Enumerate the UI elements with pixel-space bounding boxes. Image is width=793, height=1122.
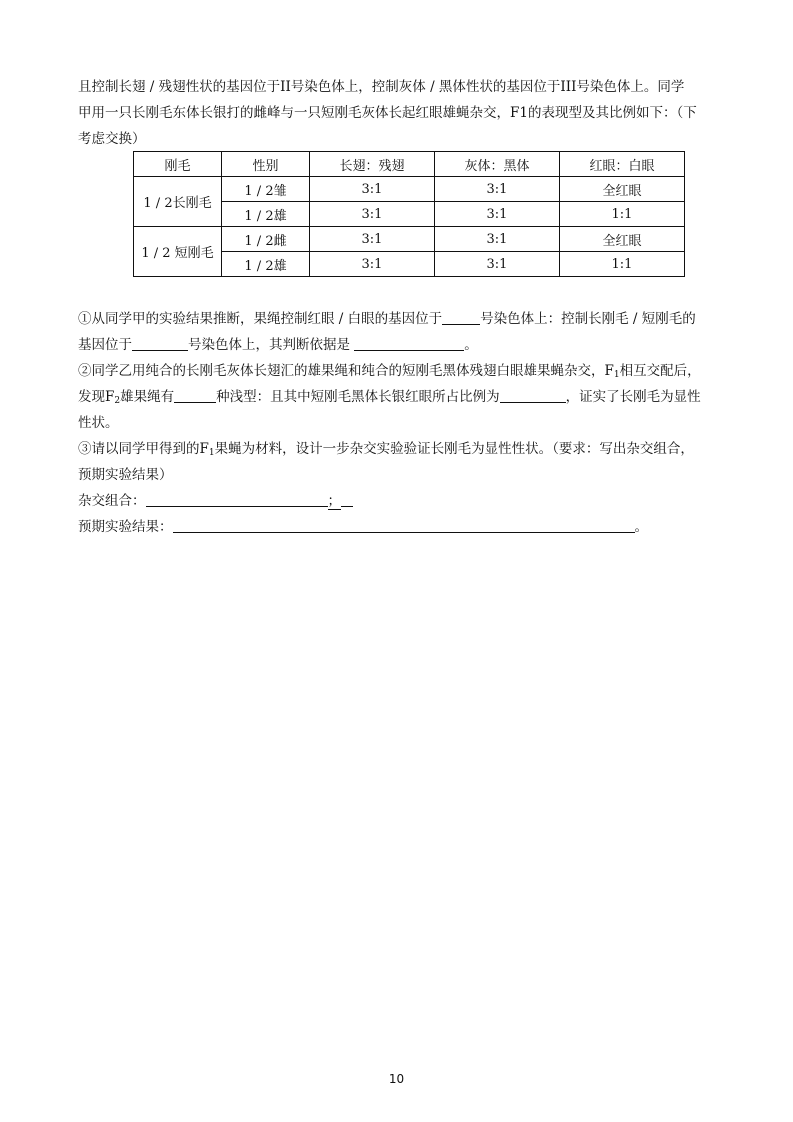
question-1-line-2 xyxy=(78,332,718,358)
table-cell: 3:1 xyxy=(310,177,435,202)
table-cell: 3:1 xyxy=(310,252,435,277)
header-eye: 红眼：白眼 xyxy=(560,152,685,177)
subscript: 2 xyxy=(114,396,121,406)
answer-blank[interactable] xyxy=(146,490,328,507)
answer-blank[interactable] xyxy=(354,334,464,351)
table-cell: 1 / 2雄 xyxy=(222,202,310,227)
question-text: 。 xyxy=(634,519,648,535)
question-text: 性状。 xyxy=(78,415,119,431)
header-wing: 长翅：残翅 xyxy=(310,152,435,177)
table-row xyxy=(134,227,685,252)
question-text: ，证实了长刚毛为显性 xyxy=(565,389,701,405)
group-short-bristle: 1 / 2 短刚毛 xyxy=(134,227,222,277)
intro-line-2: 甲用一只长刚毛东体长银打的雌峰与一只短刚毛灰体长起红眼雄蝇杂交，F1的表现型及其比例如下：（下 xyxy=(78,105,697,121)
table-row xyxy=(134,177,685,202)
question-text: 基因位于 xyxy=(78,337,132,353)
question-3-line-1 xyxy=(78,436,718,462)
results-table xyxy=(133,151,685,277)
question-text: 相互交配后， xyxy=(619,363,701,379)
question-text: 雄果绳有 xyxy=(120,389,175,405)
intro-paragraph xyxy=(78,74,718,152)
table-cell: 3:1 xyxy=(435,202,560,227)
header-body: 灰体：黑体 xyxy=(435,152,560,177)
cross-label: 杂交组合： xyxy=(78,493,146,509)
question-text: ②同学乙用纯合的长刚毛灰体长翅汇的雄果绳和纯合的短刚毛黑体残翅白眼雄果蝇杂交，F xyxy=(78,363,614,379)
table-cell: 全红眼 xyxy=(560,227,685,252)
header-sex: 性别 xyxy=(222,152,310,177)
question-text: 预期实验结果） xyxy=(78,467,173,483)
question-text: ③请以同学甲得到的F xyxy=(78,441,209,457)
table-cell: 1:1 xyxy=(560,202,685,227)
question-text: 号染色体上，其判断依据是 xyxy=(188,337,350,353)
answer-blank[interactable] xyxy=(341,490,353,507)
question-2-line-2 xyxy=(78,384,718,410)
question-2-line-3 xyxy=(78,410,718,436)
table-cell: 3:1 xyxy=(310,202,435,227)
question-text: 果蝇为材料，设计一步杂交实验验证长刚毛为显性性状。（要求：写出杂交组合， xyxy=(214,441,694,457)
table-cell: 3:1 xyxy=(435,252,560,277)
table-cell: 1 / 2雏 xyxy=(222,177,310,202)
subscript: 1 xyxy=(208,448,215,458)
answer-blank[interactable] xyxy=(173,516,635,533)
table-cell: 全红眼 xyxy=(560,177,685,202)
table-header-row xyxy=(134,152,685,177)
header-bristle: 刚毛 xyxy=(134,152,222,177)
answer-blank[interactable] xyxy=(442,308,480,325)
question-text: 发现F xyxy=(78,389,115,405)
answer-blank[interactable] xyxy=(500,386,566,403)
table-cell: 1 / 2雄 xyxy=(222,252,310,277)
result-label: 预期实验结果： xyxy=(78,519,173,535)
answer-blank[interactable] xyxy=(132,334,188,351)
table-cell: 3:1 xyxy=(310,227,435,252)
table-cell: 1 / 2雌 xyxy=(222,227,310,252)
question-text: 种浅型：且其中短刚毛黑体长银红眼所占比例为 xyxy=(216,389,500,405)
question-text: 号染色体上：控制长刚毛 / 短刚毛的 xyxy=(480,311,696,327)
question-text: 。 xyxy=(464,337,478,353)
table-cell: 1:1 xyxy=(560,252,685,277)
question-text: ①从同学甲的实验结果推断，果绳控制红眼 / 白眼的基因位于 xyxy=(78,311,443,327)
intro-line-1: 且控制长翅 / 残翅性状的基因位于II号染色体上，控制灰体 / 黑体性状的基因位于III号染色体上。同学 xyxy=(78,79,685,95)
question-1-line-1 xyxy=(78,306,718,332)
question-text: ； xyxy=(327,493,341,509)
questions-section xyxy=(78,306,718,540)
table-cell: 3:1 xyxy=(435,227,560,252)
subscript: 1 xyxy=(613,370,620,380)
answer-blank[interactable] xyxy=(174,386,216,403)
page-number: 10 xyxy=(388,1072,405,1086)
intro-line-3: 考虑交换） xyxy=(78,131,146,147)
question-3-line-2 xyxy=(78,462,718,488)
cross-combination-line xyxy=(78,488,718,514)
table-cell: 3:1 xyxy=(435,177,560,202)
expected-result-line xyxy=(78,514,718,540)
group-long-bristle: 1 / 2长刚毛 xyxy=(134,177,222,227)
question-2-line-1 xyxy=(78,358,718,384)
